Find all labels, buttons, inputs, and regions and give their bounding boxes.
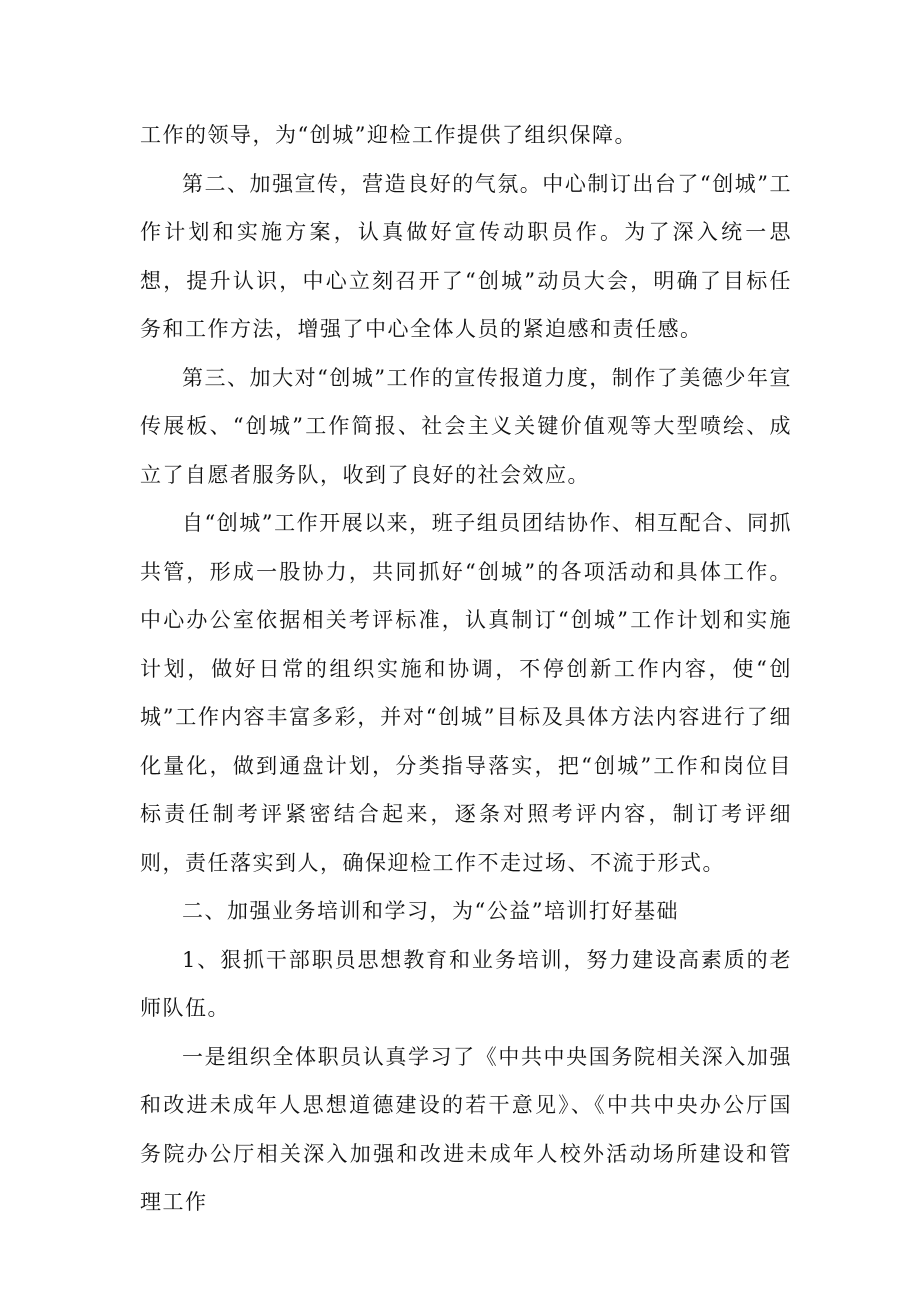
paragraph-publicity: 第二、加强宣传，营造良好的气氛。中心制订出台了“创城”工作计划和实施方案，认真做好宣传动职员作。为了深入统一思想，提升认识，中心立刻召开了“创城”动员大会，明确了目标任务和工作方法，增强了中心全体人员的紧迫感和责任感。 [140, 171, 792, 341]
paragraph-implementation: 自“创城”工作开展以来，班子组员团结协作、相互配合、同抓共管，形成一股协力，共同抓好“创城”的各项活动和具体工作。中心办公室依据相关考评标准，认真制订“创城”工作计划和实施计划，做好日常的组织实施和协调，不停创新工作内容，使“创城”工作内容丰富多彩，并对“创城”目标及具体方法内容进行了细化量化，做到通盘计划，分类指导落实，把“创城”工作和岗位目标责任制考评紧密结合起来，逐条对照考评内容，制订考评细则，责任落实到人，确保迎检工作不走过场、不流于形式。 [140, 511, 792, 875]
document-body [140, 111, 792, 1227]
paragraph-continuation: 工作的领导，为“创城”迎检工作提供了组织保障。 [140, 123, 637, 147]
paragraph-item-1: 1、狠抓干部职员思想教育和业务培训，努力建设高素质的老师队伍。 [140, 947, 792, 1020]
paragraph-reporting: 第三、加大对“创城”工作的宣传报道力度，制作了美德少年宣传展板、“创城”工作简报、社会主义关键价值观等大型喷绘、成立了自愿者服务队，收到了良好的社会效应。 [140, 365, 792, 487]
section-heading-training: 二、加强业务培训和学习，为“公益”培训打好基础 [182, 899, 679, 923]
paragraph-study: 一是组织全体职员认真学习了《中共中央国务院相关深入加强和改进未成年人思想道德建设的若干意见》、《中共中央办公厅国务院办公厅相关深入加强和改进未成年人校外活动场所建设和管理工作 [140, 1044, 792, 1214]
